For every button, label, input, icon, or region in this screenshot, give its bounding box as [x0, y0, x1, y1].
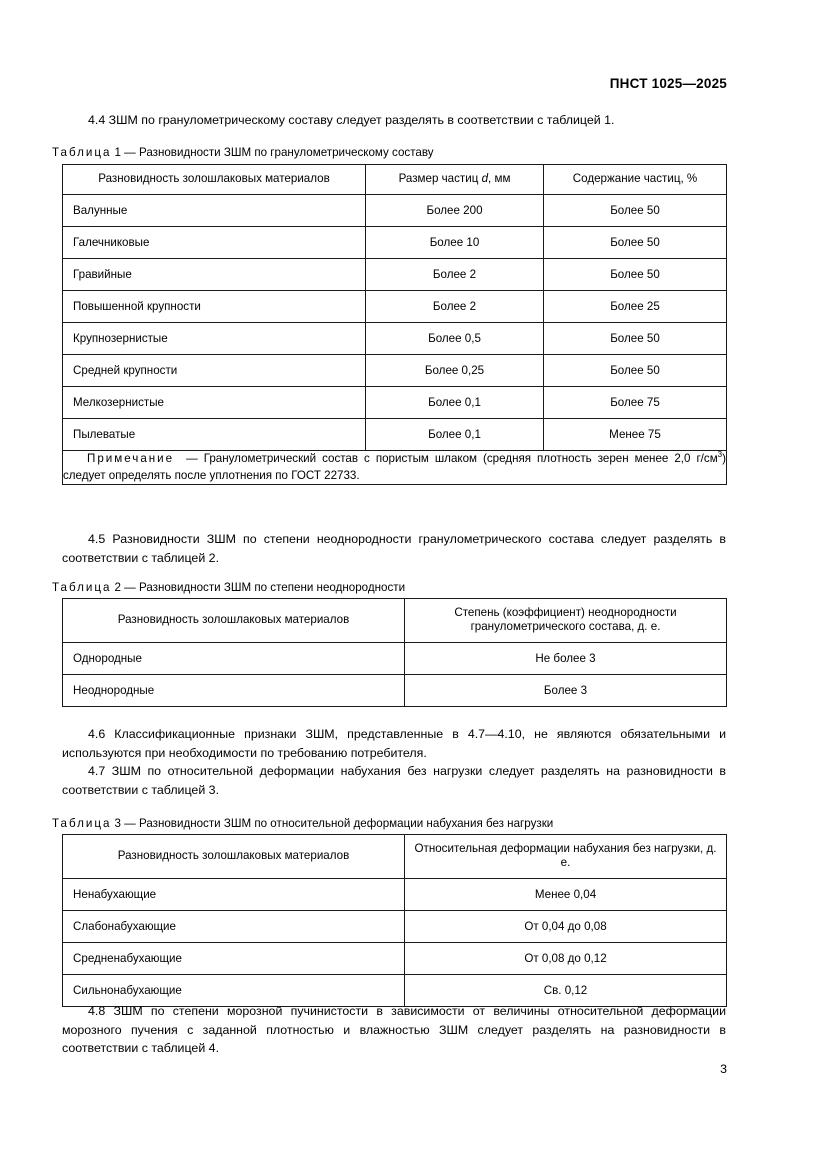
table-2-caption-text: — Разновидности ЗШМ по степени неоднородности	[124, 581, 406, 594]
table-3-r1-c1: От 0,04 до 0,08	[405, 911, 727, 943]
table-3-col-1: Относительная деформации набухания без нагрузки, д. е.	[405, 835, 727, 879]
table-1-header-row	[63, 165, 727, 195]
table-1-r0-c2: Более 50	[544, 195, 727, 227]
table-3-r2-c0: Средненабухающие	[63, 943, 405, 975]
table-1-r2-c1: Более 2	[366, 259, 544, 291]
table-row	[63, 911, 727, 943]
table-row	[63, 227, 727, 259]
table-2-header-row	[63, 599, 727, 643]
table-2-caption-number: 2	[114, 581, 121, 594]
table-1-r3-c2: Более 25	[544, 291, 727, 323]
table-2-caption-label: Таблица	[52, 581, 112, 594]
table-1-r1-c2: Более 50	[544, 227, 727, 259]
table-1-caption-label: Таблица	[52, 146, 112, 159]
table-1-r7-c1: Более 0,1	[366, 419, 544, 451]
table-3-r0-c1: Менее 0,04	[405, 879, 727, 911]
table-1-note-text-1: Гранулометрический состав с пористым шлаком (средняя плотность зерен менее 2,0 г/см	[203, 452, 718, 465]
table-1-r4-c0: Крупнозернистые	[63, 323, 366, 355]
table-1-caption	[52, 145, 434, 160]
table-3-col-0: Разновидность золошлаковых материалов	[63, 835, 405, 879]
paragraph-4-4: 4.4 ЗШМ по гранулометрическому составу следует разделять в соответствии с таблицей 1.	[88, 113, 615, 127]
table-row	[63, 643, 727, 675]
table-row	[63, 291, 727, 323]
table-1-r5-c0: Средней крупности	[63, 355, 366, 387]
table-2-col-0: Разновидность золошлаковых материалов	[63, 599, 405, 643]
table-1-caption-number: 1	[114, 146, 121, 159]
paragraph-4-6: 4.6 Классификационные признаки ЗШМ, представленные в 4.7—4.10, не являются обязательными и используются при необходимости по требованию потребителя.	[62, 727, 726, 760]
table-1-r7-c0: Пылеватые	[63, 419, 366, 451]
table-2-col-1	[405, 599, 727, 643]
table-row	[63, 675, 727, 707]
table-1-r2-c2: Более 50	[544, 259, 727, 291]
table-1-r1-c1: Более 10	[366, 227, 544, 259]
table-1-r4-c2: Более 50	[544, 323, 727, 355]
table-2-caption	[52, 580, 405, 595]
table-3-r1-c0: Слабонабухающие	[63, 911, 405, 943]
table-3-caption-number: 3	[114, 817, 121, 830]
table-row	[63, 355, 727, 387]
table-1-r3-c0: Повышенной крупности	[63, 291, 366, 323]
table-1-r5-c1: Более 0,25	[366, 355, 544, 387]
page-header-standard-id: ПНСТ 1025—2025	[609, 76, 727, 91]
table-1-col-1-suffix: , мм	[488, 172, 511, 185]
table-row	[63, 419, 727, 451]
table-1-r2-c0: Гравийные	[63, 259, 366, 291]
table-1-note	[63, 451, 727, 485]
table-1-r1-c0: Галечниковые	[63, 227, 366, 259]
paragraph-4-5: 4.5 Разновидности ЗШМ по степени неоднородности гранулометрического состава следует разделять в соответствии с таблицей 2.	[62, 532, 726, 565]
table-2-r0-c0: Однородные	[63, 643, 405, 675]
table-1-r6-c1: Более 0,1	[366, 387, 544, 419]
table-3-caption-label: Таблица	[52, 817, 112, 830]
table-2	[62, 598, 727, 707]
table-2-r1-c0: Неоднородные	[63, 675, 405, 707]
table-1-caption-text: — Разновидности ЗШМ по гранулометрическому составу	[124, 146, 434, 159]
table-1-note-superscript: 3	[717, 450, 723, 460]
table-1-r0-c0: Валунные	[63, 195, 366, 227]
table-1-r0-c1: Более 200	[366, 195, 544, 227]
table-2-col-1-line-2: гранулометрического состава, д. е.	[470, 620, 661, 633]
table-1-r6-c2: Более 75	[544, 387, 727, 419]
table-3-r2-c1: От 0,08 до 0,12	[405, 943, 727, 975]
table-row	[63, 387, 727, 419]
table-row	[63, 879, 727, 911]
table-1-col-2: Содержание частиц, %	[544, 165, 727, 195]
table-row	[63, 943, 727, 975]
paragraph-4-8: 4.8 ЗШМ по степени морозной пучинистости в зависимости от величины относительной деформации морозного пучения с заданной плотностью и влажностью ЗШМ следует разделять на разновидности в соответствии с таблицей 4.	[62, 1004, 726, 1055]
table-1-note-text-2: ) следует определять после уплотнения по ГОСТ 22733.	[63, 452, 726, 482]
table-1-note-label: Примечание	[87, 452, 175, 465]
table-1-r6-c0: Мелкозернистые	[63, 387, 366, 419]
table-row	[63, 259, 727, 291]
table-3-header-row	[63, 835, 727, 879]
table-3-r3-c0: Сильнонабухающие	[63, 975, 405, 1007]
table-1-note-dash: —	[186, 452, 198, 465]
table-1-col-1	[366, 165, 544, 195]
table-row	[63, 323, 727, 355]
table-1-r3-c1: Более 2	[366, 291, 544, 323]
table-3-caption	[52, 816, 553, 831]
table-3	[62, 834, 727, 1007]
page-number: 3	[720, 1062, 727, 1076]
table-3-r3-c1: Св. 0,12	[405, 975, 727, 1007]
table-1-r4-c1: Более 0,5	[366, 323, 544, 355]
table-1-r7-c2: Менее 75	[544, 419, 727, 451]
table-3-caption-text: — Разновидности ЗШМ по относительной деформации набухания без нагрузки	[124, 817, 554, 830]
table-row	[63, 195, 727, 227]
table-1-r5-c2: Более 50	[544, 355, 727, 387]
table-2-r1-c1: Более 3	[405, 675, 727, 707]
table-1-col-1-symbol: d	[481, 172, 489, 185]
table-2-col-1-line-1: Степень (коэффициент) неоднородности	[454, 606, 677, 619]
paragraph-4-7: 4.7 ЗШМ по относительной деформации набухания без нагрузки следует разделять на разновидности в соответствии с таблицей 3.	[62, 764, 726, 797]
table-1	[62, 164, 727, 485]
table-1-note-row	[63, 451, 727, 485]
table-3-r0-c0: Ненабухающие	[63, 879, 405, 911]
table-1-col-0: Разновидность золошлаковых материалов	[63, 165, 366, 195]
table-2-r0-c1: Не более 3	[405, 643, 727, 675]
table-1-col-1-prefix: Размер частиц	[398, 172, 482, 185]
